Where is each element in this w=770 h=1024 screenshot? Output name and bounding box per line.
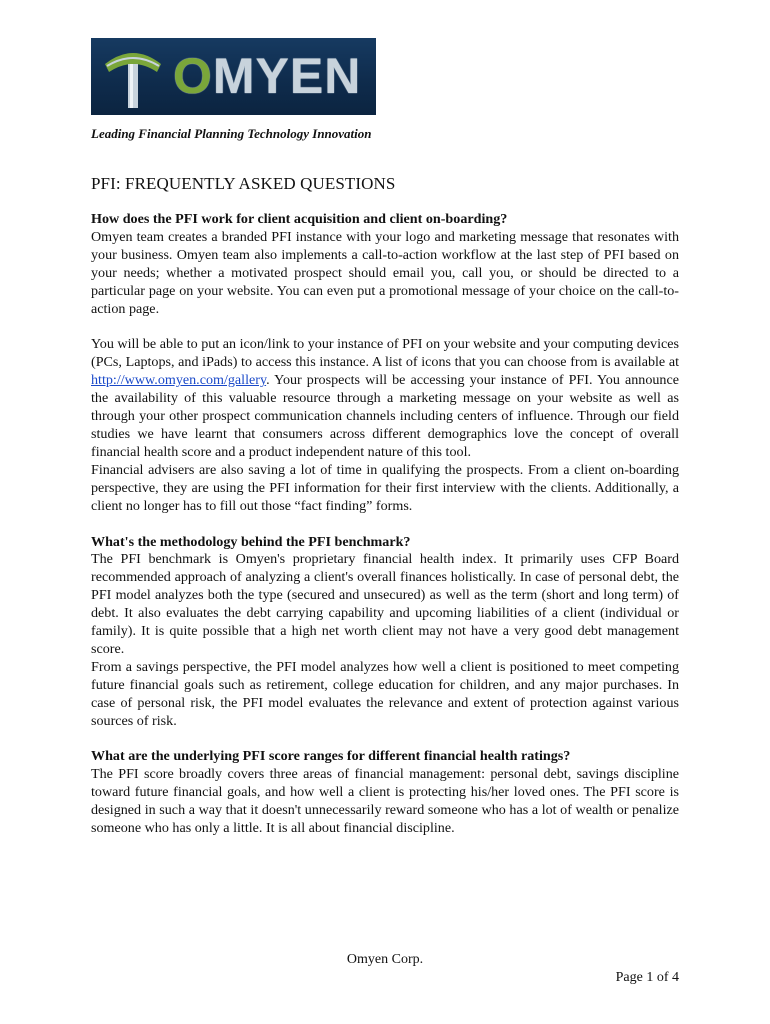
- tagline: Leading Financial Planning Technology Innovation: [91, 126, 372, 141]
- faq-answer-3-p1: The PFI score broadly covers three areas of financial management: personal debt, savings discipline toward future financial goals, and how well a client is protecting his/her loved ones. The PFI score is designed in such a way that it doesn't unnecessarily reward someone who has a lot of wealth or penalize someone who has only a little. It is all about financial discipline.: [91, 766, 679, 837]
- faq-answer-1-p3: Financial advisers are also saving a lot of time in qualifying the prospects. From a client on-boarding perspective, they are using the PFI information for their first interview with the clients. Additionally, a client no longer has to fill out those “fact finding” forms.: [91, 461, 679, 514]
- gallery-link[interactable]: http://www.omyen.com/gallery: [91, 372, 267, 389]
- faq-question-3: What are the underlying PFI score ranges for different financial health ratings?: [91, 748, 571, 765]
- footer-company: Omyen Corp.: [346, 952, 424, 967]
- faq-answer-1-p2: You will be able to put an icon/link to your instance of PFI on your website and your computing devices (PCs, Laptops, and iPads) to access this instance. A list of icons that you can choose from is available at http://www.omyen.com/gallery. Your prospects will be accessing your instance of PFI. You announce the availability of this valuable resource through a marketing message on your website as well as through your other prospect communication channels including centers of influence. Through our field studies we have learnt that consumers across different demographics love the concept of overall financial health score and a product independent nature of this tool.: [91, 336, 679, 460]
- omyen-logo-wordmark: OMYEN: [173, 48, 362, 104]
- page-title: PFI: FREQUENTLY ASKED QUESTIONS: [91, 174, 396, 193]
- faq-answer-1-p1: Omyen team creates a branded PFI instance with your logo and marketing message that resonates with your business. Omyen team also implements a call-to-action workflow at the last step of PFI based on your needs; whether a motivated prospect should email you, call you, or should be directed to a particular page on your website. You can even put a promotional message of your choice on the call-to-action page.: [91, 228, 679, 317]
- faq-answer-2-p2: From a savings perspective, the PFI model analyzes how well a client is positioned to meet competing future financial goals such as retirement, college education for children, and any major purchases. In case of personal risk, the PFI model evaluates the relevance and extent of protection against various sources of risk.: [91, 658, 679, 729]
- faq-content: [91, 211, 679, 838]
- faq-question-2: What's the methodology behind the PFI benchmark?: [91, 533, 411, 550]
- faq-question-1: How does the PFI work for client acquisition and client on-boarding?: [91, 211, 508, 227]
- omyen-logo: [91, 38, 376, 115]
- faq-answer-2-p1: The PFI benchmark is Omyen's proprietary financial health index. It primarily uses CFP Board recommended approach of analyzing a client's overall finances holistically. In case of personal debt, the PFI model analyzes both the type (secured and unsecured) as well as the term (short and long term) of debt. It also evaluates the debt carrying capability and upcoming liabilities of a client (individual or family). It is quite possible that a high net worth client may not have a very good debt management score.: [91, 551, 679, 657]
- omyen-logo-mark-icon: [101, 44, 165, 110]
- page-number: Page 1 of 4: [615, 970, 679, 985]
